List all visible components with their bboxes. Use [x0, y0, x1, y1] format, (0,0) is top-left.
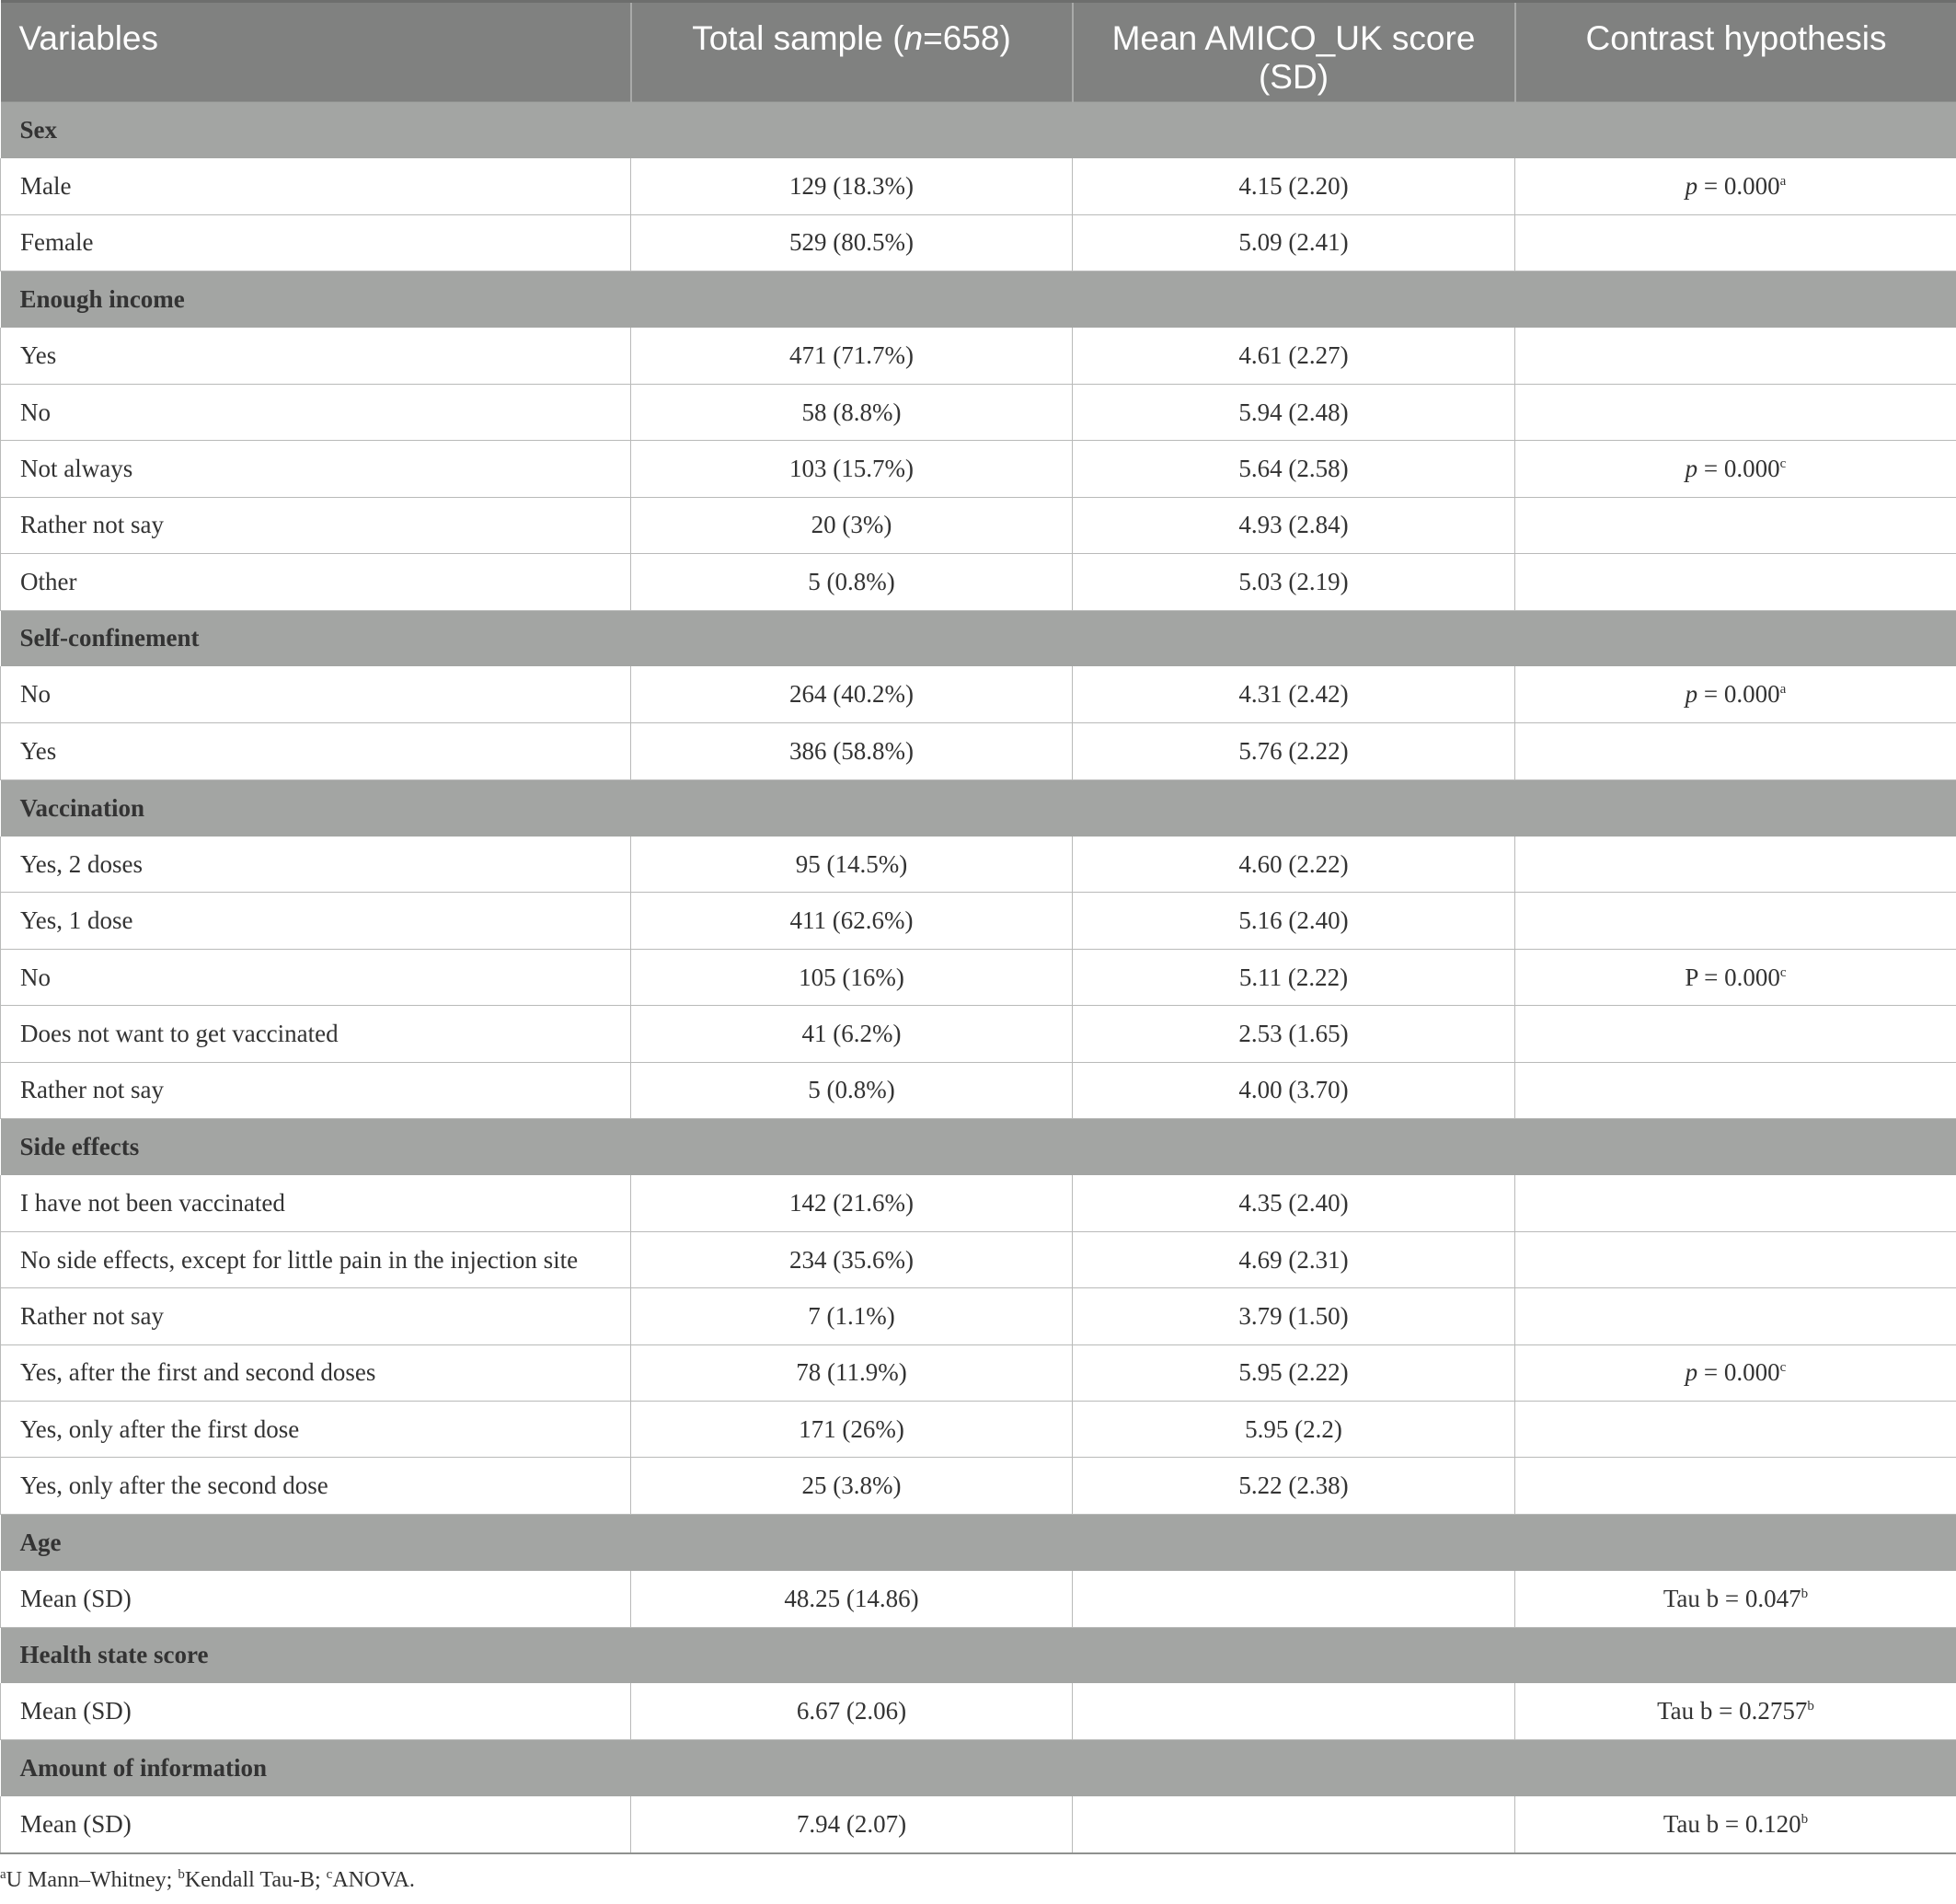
table-row: [1, 837, 1956, 893]
cell-total-sample: 142 (21.6%): [631, 1175, 1073, 1231]
header-variables: Variables: [1, 2, 631, 102]
cell-mean-score: [1073, 1571, 1515, 1627]
cell-contrast: [1515, 1288, 1956, 1344]
header-total-sample: [631, 2, 1073, 102]
cell-variable: No: [1, 949, 631, 1005]
group-title: Self-confinement: [1, 610, 1956, 666]
group-title: Enough income: [1, 271, 1956, 328]
cell-mean-score: 5.16 (2.40): [1073, 893, 1515, 949]
table-row: [1, 1571, 1956, 1627]
cell-variable: Mean (SD): [1, 1796, 631, 1852]
contrast-footnote-marker: a: [1779, 173, 1787, 189]
cell-total-sample: 103 (15.7%): [631, 441, 1073, 497]
cell-total-sample: 386 (58.8%): [631, 723, 1073, 779]
cell-mean-score: 4.69 (2.31): [1073, 1231, 1515, 1287]
footnote-text: Kendall Tau-B;: [184, 1868, 327, 1892]
cell-variable: No: [1, 666, 631, 722]
group-row: [1, 1740, 1956, 1796]
cell-variable: No: [1, 384, 631, 440]
contrast-footnote-marker: a: [1779, 682, 1787, 698]
cell-total-sample: 7 (1.1%): [631, 1288, 1073, 1344]
contrast-stat-symbol: p: [1685, 1358, 1698, 1387]
cell-contrast: [1515, 893, 1956, 949]
cell-contrast: [1515, 554, 1956, 610]
cell-mean-score: 4.00 (3.70): [1073, 1062, 1515, 1118]
cell-mean-score: 5.11 (2.22): [1073, 949, 1515, 1005]
footnote-marker: c: [326, 1867, 333, 1882]
cell-contrast: [1515, 1401, 1956, 1457]
cell-variable: Yes, only after the first dose: [1, 1401, 631, 1457]
cell-contrast: [1515, 214, 1956, 271]
header-mean-score: Mean AMICO_UK score (SD): [1073, 2, 1515, 102]
cell-variable: Yes, only after the second dose: [1, 1458, 631, 1514]
cell-variable: Not always: [1, 441, 631, 497]
cell-contrast: [1515, 1571, 1956, 1627]
cell-contrast: [1515, 1062, 1956, 1118]
cell-total-sample: 25 (3.8%): [631, 1458, 1073, 1514]
contrast-footnote-marker: c: [1779, 964, 1787, 980]
cell-contrast: [1515, 497, 1956, 553]
header-total-n: n: [903, 19, 924, 57]
cell-contrast: [1515, 384, 1956, 440]
table-row: [1, 1683, 1956, 1739]
group-title: Sex: [1, 102, 1956, 158]
cell-variable: I have not been vaccinated: [1, 1175, 631, 1231]
cell-mean-score: 4.15 (2.20): [1073, 158, 1515, 214]
table-header: [1, 2, 1956, 102]
cell-contrast: [1515, 1796, 1956, 1852]
group-row: [1, 1514, 1956, 1570]
table-row: [1, 1458, 1956, 1514]
cell-mean-score: 5.09 (2.41): [1073, 214, 1515, 271]
cell-variable: Other: [1, 554, 631, 610]
cell-contrast: [1515, 1683, 1956, 1739]
cell-contrast: [1515, 837, 1956, 893]
cell-mean-score: 4.35 (2.40): [1073, 1175, 1515, 1231]
footnote-marker: a: [0, 1867, 6, 1882]
cell-contrast: [1515, 1006, 1956, 1062]
cell-variable: Rather not say: [1, 1062, 631, 1118]
cell-total-sample: 20 (3%): [631, 497, 1073, 553]
table-row: [1, 1344, 1956, 1401]
cell-total-sample: 6.67 (2.06): [631, 1683, 1073, 1739]
table-row: [1, 214, 1956, 271]
contrast-value: Tau b = 0.120: [1663, 1809, 1801, 1838]
cell-variable: Yes: [1, 328, 631, 384]
group-row: [1, 271, 1956, 328]
header-row: [1, 2, 1956, 102]
cell-variable: Yes, 1 dose: [1, 893, 631, 949]
group-row: [1, 779, 1956, 836]
contrast-value: = 0.000: [1697, 455, 1780, 483]
header-total-prefix: Total sample (: [692, 19, 904, 57]
contrast-stat-symbol: P: [1685, 963, 1698, 991]
contrast-footnote-marker: c: [1779, 1360, 1787, 1376]
header-contrast: Contrast hypothesis: [1515, 2, 1956, 102]
table-row: [1, 1401, 1956, 1457]
cell-mean-score: 4.31 (2.42): [1073, 666, 1515, 722]
contrast-stat-symbol: p: [1685, 455, 1698, 483]
cell-total-sample: 41 (6.2%): [631, 1006, 1073, 1062]
contrast-value: = 0.000: [1697, 1358, 1780, 1387]
footnote-text: U Mann–Whitney;: [6, 1868, 178, 1892]
header-total-suffix: =658): [923, 19, 1011, 57]
table-row: [1, 666, 1956, 722]
group-title: Health state score: [1, 1627, 1956, 1683]
contrast-footnote-marker: c: [1779, 456, 1787, 472]
table-row: [1, 1062, 1956, 1118]
contrast-value: = 0.000: [1697, 963, 1780, 991]
group-title: Side effects: [1, 1119, 1956, 1175]
cell-variable: Female: [1, 214, 631, 271]
cell-variable: No side effects, except for little pain in the injection site: [1, 1231, 631, 1287]
footnote-text: ANOVA.: [332, 1868, 415, 1892]
cell-variable: Yes, after the first and second doses: [1, 1344, 631, 1401]
cell-total-sample: 7.94 (2.07): [631, 1796, 1073, 1852]
cell-total-sample: 58 (8.8%): [631, 384, 1073, 440]
cell-mean-score: [1073, 1796, 1515, 1852]
group-row: [1, 610, 1956, 666]
cell-mean-score: 5.76 (2.22): [1073, 723, 1515, 779]
cell-total-sample: 5 (0.8%): [631, 1062, 1073, 1118]
table-row: [1, 441, 1956, 497]
cell-variable: Male: [1, 158, 631, 214]
cell-contrast: [1515, 1231, 1956, 1287]
table-body: [1, 102, 1956, 1853]
table-row: [1, 1796, 1956, 1852]
table-row: [1, 1231, 1956, 1287]
table-row: [1, 1288, 1956, 1344]
cell-total-sample: 264 (40.2%): [631, 666, 1073, 722]
table-row: [1, 893, 1956, 949]
table-row: [1, 158, 1956, 214]
cell-variable: Yes: [1, 723, 631, 779]
contrast-stat-symbol: p: [1685, 680, 1698, 709]
cell-contrast: [1515, 158, 1956, 214]
cell-mean-score: 2.53 (1.65): [1073, 1006, 1515, 1062]
contrast-value: Tau b = 0.047: [1663, 1584, 1801, 1612]
cell-total-sample: 95 (14.5%): [631, 837, 1073, 893]
cell-total-sample: 105 (16%): [631, 949, 1073, 1005]
cell-total-sample: 234 (35.6%): [631, 1231, 1073, 1287]
table-row: [1, 723, 1956, 779]
table-row: [1, 1175, 1956, 1231]
table-row: [1, 328, 1956, 384]
group-row: [1, 1627, 1956, 1683]
cell-variable: Yes, 2 doses: [1, 837, 631, 893]
contrast-value: = 0.000: [1697, 171, 1780, 200]
cell-contrast: [1515, 1458, 1956, 1514]
cell-contrast: [1515, 441, 1956, 497]
cell-mean-score: 4.61 (2.27): [1073, 328, 1515, 384]
table-row: [1, 1006, 1956, 1062]
cell-variable: Rather not say: [1, 1288, 631, 1344]
cell-contrast: [1515, 723, 1956, 779]
cell-variable: Mean (SD): [1, 1683, 631, 1739]
cell-mean-score: 5.95 (2.2): [1073, 1401, 1515, 1457]
group-title: Amount of information: [1, 1740, 1956, 1796]
cell-contrast: [1515, 1175, 1956, 1231]
group-row: [1, 1119, 1956, 1175]
cell-variable: Rather not say: [1, 497, 631, 553]
cell-mean-score: 3.79 (1.50): [1073, 1288, 1515, 1344]
cell-total-sample: 48.25 (14.86): [631, 1571, 1073, 1627]
table-footnote: [0, 1868, 415, 1893]
cell-mean-score: 5.03 (2.19): [1073, 554, 1515, 610]
group-title: Vaccination: [1, 779, 1956, 836]
group-title: Age: [1, 1514, 1956, 1570]
cell-variable: Mean (SD): [1, 1571, 631, 1627]
cell-mean-score: 5.94 (2.48): [1073, 384, 1515, 440]
cell-mean-score: 4.60 (2.22): [1073, 837, 1515, 893]
contrast-footnote-marker: b: [1801, 1811, 1809, 1827]
cell-total-sample: 171 (26%): [631, 1401, 1073, 1457]
cell-mean-score: 5.64 (2.58): [1073, 441, 1515, 497]
cell-contrast: [1515, 949, 1956, 1005]
footnote-marker: b: [178, 1867, 185, 1882]
cell-total-sample: 78 (11.9%): [631, 1344, 1073, 1401]
cell-mean-score: 5.22 (2.38): [1073, 1458, 1515, 1514]
cell-contrast: [1515, 1344, 1956, 1401]
table-row: [1, 384, 1956, 440]
contrast-footnote-marker: b: [1807, 1699, 1814, 1714]
group-row: [1, 102, 1956, 158]
table-row: [1, 949, 1956, 1005]
cell-variable: Does not want to get vaccinated: [1, 1006, 631, 1062]
contrast-value: = 0.000: [1697, 680, 1780, 709]
cell-mean-score: 4.93 (2.84): [1073, 497, 1515, 553]
cell-contrast: [1515, 328, 1956, 384]
cell-total-sample: 529 (80.5%): [631, 214, 1073, 271]
cell-mean-score: [1073, 1683, 1515, 1739]
cell-mean-score: 5.95 (2.22): [1073, 1344, 1515, 1401]
cell-total-sample: 5 (0.8%): [631, 554, 1073, 610]
table-row: [1, 554, 1956, 610]
contrast-footnote-marker: b: [1801, 1586, 1809, 1601]
table-row: [1, 497, 1956, 553]
cell-total-sample: 129 (18.3%): [631, 158, 1073, 214]
contrast-value: Tau b = 0.2757: [1657, 1697, 1808, 1725]
cell-total-sample: 471 (71.7%): [631, 328, 1073, 384]
cell-total-sample: 411 (62.6%): [631, 893, 1073, 949]
cell-contrast: [1515, 666, 1956, 722]
contrast-stat-symbol: p: [1685, 171, 1698, 200]
